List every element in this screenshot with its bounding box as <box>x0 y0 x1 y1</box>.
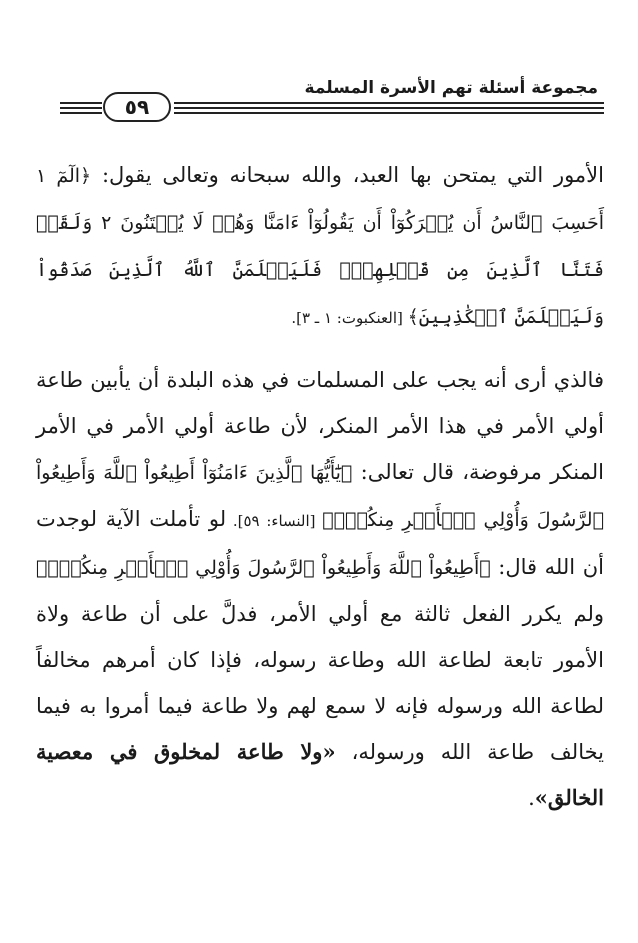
header-rule-left <box>60 102 102 114</box>
paragraph-2-text-1: فالذي أرى أنه يجب على المسلمات في هذه البلدة أن يأبين طاعة أولي الأمر في هذا الأمر المنكر، لأن طاعة أولي الأمر في الأمر المنكر مرفوضة، قال تعالى: <box>36 368 604 484</box>
verse-reference-ankabut: [العنكبوت: ١ ـ ٣]. <box>291 309 408 327</box>
paragraph-1 <box>36 152 604 341</box>
quran-verse-nisa-1: ﴿يَٰٓأَيُّهَا ٱلَّذِينَ ءَامَنُوٓاْ أَطِيعُواْ ٱللَّهَ وَأَطِيعُواْ ٱلرَّسُولَ وَأُوْلِي ٱلۡأَمۡرِ مِنكُمۡۖ﴾ <box>36 462 604 531</box>
body-text <box>36 152 604 821</box>
running-header-title: مجموعة أسئلة تهم الأسرة المسلمة <box>304 78 598 98</box>
paragraph-2-end: . <box>528 786 535 810</box>
verse-reference-nisa: [النساء: ٥٩]. <box>226 512 323 530</box>
header-rule-right <box>174 102 604 114</box>
paragraph-1-text: الأمور التي يمتحن بها العبد، والله سبحانه وتعالى يقول: <box>91 163 604 187</box>
paragraph-2-text-3: ولم يكرر الفعل ثالثة مع أولي الأمر، فدلَّ على أن طاعة ولاة الأمور تابعة لطاعة الله وطاعة رسوله، فإذا كان أمرهم مخالفاً لطاعة الله ورسوله فإنه لا سمع لهم ولا طاعة فيما أمروا به فيما يخالف طاعة الله ورسوله، <box>36 602 604 764</box>
page-number-badge: ٥٩ <box>103 92 171 122</box>
hadith-quote: «ولا طاعة لمخلوق في معصية الخالق» <box>36 739 604 810</box>
paragraph-2-text-2: لو تأملت الآية لوجدت أن الله قال: <box>36 507 604 579</box>
paragraph-2 <box>36 357 604 821</box>
quran-verse-ankabut: ﴿الٓمٓ ١ أَحَسِبَ ٱلنَّاسُ أَن يُتۡرَكُوٓاْ أَن يَقُولُوٓاْ ءَامَنَّا وَهُمۡ لَا يُفۡتَنُونَ ٢ وَلَقَدۡ فَتَنَّا ٱلَّذِينَ مِن قَبۡلِهِمۡۖ فَلَيَعۡلَمَنَّ ٱللَّهُ ٱلَّذِينَ صَدَقُواْ وَلَيَعۡلَمَنَّ ٱلۡكَٰذِبِينَ﴾ <box>36 165 604 328</box>
quran-verse-nisa-2: ﴿أَطِيعُواْ ٱللَّهَ وَأَطِيعُواْ ٱلرَّسُولَ وَأُوْلِي ٱلۡأَمۡرِ مِنكُمۡۖ﴾ <box>36 557 491 579</box>
